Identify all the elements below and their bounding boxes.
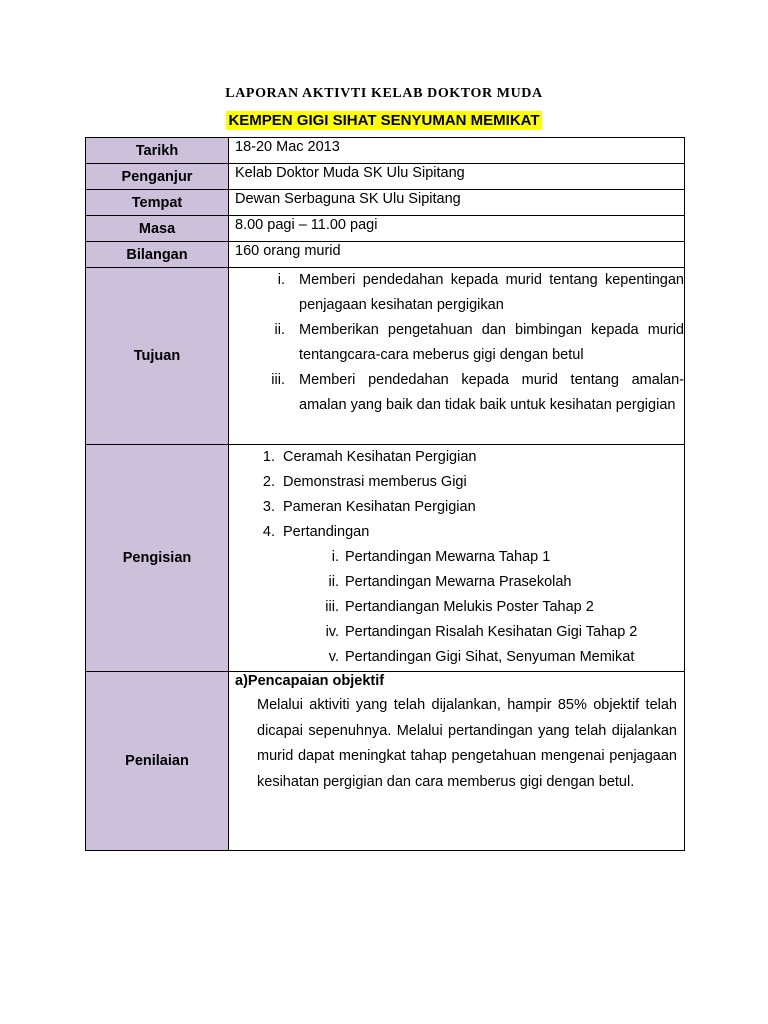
- row-tempat: [86, 190, 685, 216]
- list-item: [235, 520, 684, 545]
- value-penganjur: Kelab Doktor Muda SK Ulu Sipitang: [229, 164, 685, 190]
- value-bilangan: 160 orang murid: [229, 242, 685, 268]
- list-item: [235, 318, 684, 368]
- row-tarikh: [86, 138, 685, 164]
- list-item-text: Pertandingan Mewarna Prasekolah: [345, 574, 572, 590]
- penilaian-content: [229, 672, 685, 851]
- penilaian-body: Melalui aktiviti yang telah dijalankan, hampir 85% objektif telah dicapai sepenuhnya. Melalui pertandingan yang telah dijalankan murid dapat meningkat tahap pengetahuan mengenai penjagaan kesihatan pergigian dan cara memberus gigi dengan betul.: [257, 697, 677, 790]
- list-item-number: iii.: [271, 372, 285, 388]
- sub-list-item: [235, 620, 684, 645]
- label-masa: Masa: [86, 216, 229, 242]
- row-penilaian: [86, 672, 685, 851]
- list-item-text: Ceramah Kesihatan Pergigian: [283, 449, 477, 465]
- list-item: [235, 495, 684, 520]
- pengisian-list: [229, 445, 685, 672]
- list-item-text: Pameran Kesihatan Pergigian: [283, 499, 476, 515]
- row-pengisian: [86, 445, 685, 672]
- row-masa: [86, 216, 685, 242]
- label-penilaian: Penilaian: [86, 672, 229, 851]
- penilaian-heading: a)Pencapaian objektif: [235, 673, 385, 689]
- tujuan-list: [229, 268, 685, 445]
- list-item-text: Pertandingan Risalah Kesihatan Gigi Tahap 2: [345, 624, 638, 640]
- list-item: [235, 470, 684, 495]
- list-item-number: 3.: [262, 499, 275, 515]
- list-item: [235, 445, 684, 470]
- row-tujuan: [86, 268, 685, 445]
- row-penganjur: [86, 164, 685, 190]
- list-item-number: i.: [331, 549, 339, 565]
- list-item-text: Pertandingan Gigi Sihat, Senyuman Memikat: [345, 649, 635, 665]
- sub-list-item: [235, 645, 684, 670]
- label-penganjur: Penganjur: [86, 164, 229, 190]
- list-item-text: Memberikan pengetahuan dan bimbingan kepada murid tentangcara-cara meberus gigi dengan betul: [299, 322, 684, 363]
- sub-list-item: [235, 545, 684, 570]
- list-item: [235, 368, 684, 418]
- list-item-number: 1.: [262, 449, 275, 465]
- list-item-text: Pertandiangan Melukis Poster Tahap 2: [345, 599, 594, 615]
- list-item-number: v.: [328, 649, 339, 665]
- list-item: [235, 268, 684, 318]
- label-pengisian: Pengisian: [86, 445, 229, 672]
- report-table: [85, 137, 685, 851]
- value-masa: 8.00 pagi – 11.00 pagi: [229, 216, 685, 242]
- list-item-number: 4.: [262, 524, 275, 540]
- report-title: LAPORAN AKTIVTI KELAB DOKTOR MUDA: [225, 86, 543, 101]
- list-item-number: ii.: [328, 574, 339, 590]
- campaign-subtitle: KEMPEN GIGI SIHAT SENYUMAN MEMIKAT: [228, 112, 540, 129]
- list-item-text: Demonstrasi memberus Gigi: [283, 474, 467, 490]
- label-tujuan: Tujuan: [86, 268, 229, 445]
- value-tarikh: 18-20 Mac 2013: [229, 138, 685, 164]
- list-item-number: iii.: [325, 599, 339, 615]
- list-item-text: Pertandingan Mewarna Tahap 1: [345, 549, 551, 565]
- label-bilangan: Bilangan: [86, 242, 229, 268]
- list-item-number: 2.: [262, 474, 275, 490]
- value-tempat: Dewan Serbaguna SK Ulu Sipitang: [229, 190, 685, 216]
- list-item-number: i.: [277, 272, 285, 288]
- list-item-text: Memberi pendedahan kepada murid tentang kepentingan penjagaan kesihatan pergigikan: [299, 272, 684, 313]
- label-tarikh: Tarikh: [86, 138, 229, 164]
- list-item-text: Pertandingan: [283, 524, 370, 540]
- row-bilangan: [86, 242, 685, 268]
- list-item-text: Memberi pendedahan kepada murid tentang amalan-amalan yang baik dan tidak baik untuk kesihatan pergigian: [299, 372, 684, 413]
- sub-list-item: [235, 570, 684, 595]
- list-item-number: ii.: [274, 322, 285, 338]
- list-item-number: iv.: [325, 624, 339, 640]
- label-tempat: Tempat: [86, 190, 229, 216]
- sub-list-item: [235, 595, 684, 620]
